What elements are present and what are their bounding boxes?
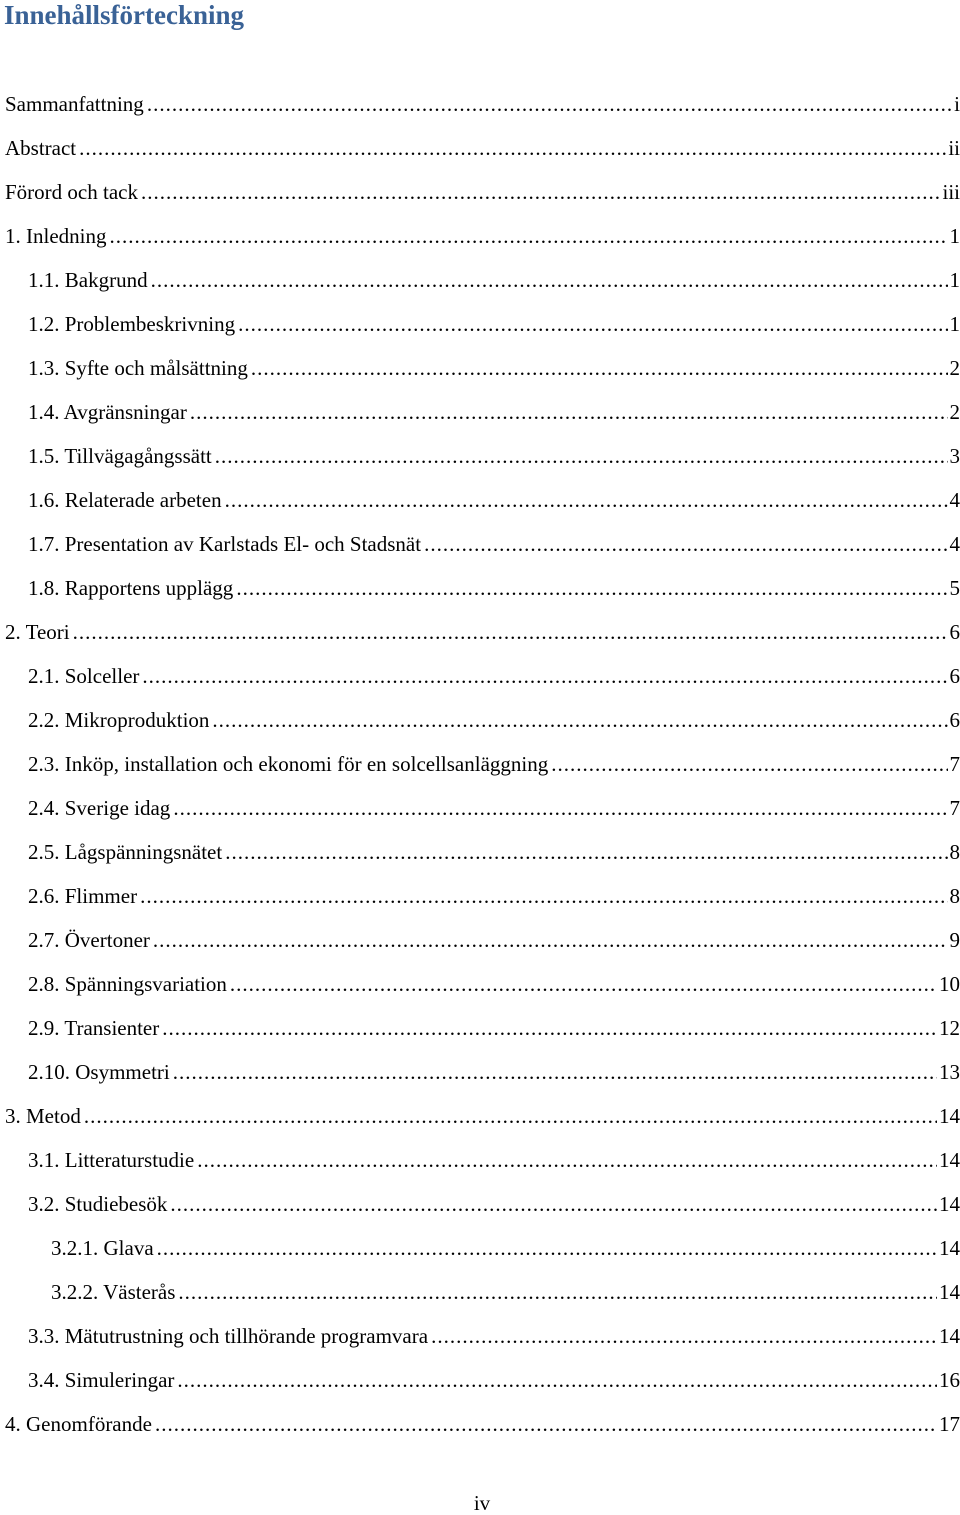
toc-entry-title: 3.4. Simuleringar (28, 1368, 175, 1392)
toc-entry-title: 2.8. Spänningsvariation (28, 972, 227, 996)
toc-entry-page: 9 (949, 928, 960, 952)
toc-entry[interactable] (0, 214, 960, 258)
toc-entry-title: 1.6. Relaterade arbeten (28, 488, 222, 512)
toc-entry[interactable] (0, 1050, 960, 1094)
toc-entry-page: 8 (949, 840, 960, 864)
table-of-contents (0, 82, 960, 1446)
toc-entry-title: 1.2. Problembeskrivning (28, 312, 236, 336)
toc-entry-title: 2.3. Inköp, installation och ekonomi för en solcellsanläggning (28, 752, 549, 776)
toc-entry-page: 6 (949, 620, 960, 644)
toc-entry-title: 3.1. Litteraturstudie (28, 1148, 195, 1172)
toc-dot-leader (190, 390, 948, 434)
toc-entry-title: 3.3. Mätutrustning och tillhörande programvara (28, 1324, 429, 1348)
toc-entry[interactable] (0, 302, 960, 346)
toc-entry-page: 4 (949, 488, 960, 512)
toc-dot-leader (177, 1358, 937, 1402)
toc-dot-leader (225, 478, 948, 522)
toc-entry-title: Abstract (5, 136, 77, 160)
toc-entry[interactable] (0, 1138, 960, 1182)
toc-entry-page: 7 (949, 796, 960, 820)
toc-entry-page: 12 (939, 1016, 960, 1040)
toc-entry-title: Förord och tack (5, 180, 138, 204)
toc-dot-leader (215, 434, 948, 478)
toc-entry-page: 13 (939, 1060, 960, 1084)
toc-entry-page: 6 (949, 664, 960, 688)
toc-dot-leader (251, 346, 948, 390)
toc-entry[interactable] (0, 786, 960, 830)
toc-entry[interactable] (0, 1094, 960, 1138)
toc-entry[interactable] (0, 918, 960, 962)
toc-dot-leader (173, 786, 947, 830)
toc-entry-page: 5 (949, 576, 960, 600)
toc-dot-leader (225, 830, 947, 874)
toc-dot-leader (162, 1006, 937, 1050)
toc-dot-leader (424, 522, 947, 566)
toc-entry-title: 1.3. Syfte och målsättning (28, 356, 248, 380)
toc-dot-leader (170, 1182, 937, 1226)
toc-entry[interactable] (0, 742, 960, 786)
toc-dot-leader (109, 214, 947, 258)
toc-entry-page: 1 (949, 224, 960, 248)
toc-dot-leader (142, 654, 947, 698)
toc-entry[interactable] (0, 258, 960, 302)
toc-dot-leader (238, 302, 947, 346)
toc-entry-page: 1 (949, 268, 960, 292)
toc-entry-page: 17 (939, 1412, 960, 1436)
toc-entry-page: 14 (939, 1148, 960, 1172)
toc-entry[interactable] (0, 962, 960, 1006)
toc-entry-page: 8 (949, 884, 960, 908)
toc-entry-title: 3. Metod (5, 1104, 81, 1128)
toc-entry-page: 14 (939, 1236, 960, 1260)
toc-entry-title: 2.1. Solceller (28, 664, 140, 688)
toc-entry[interactable] (0, 170, 960, 214)
toc-dot-leader (230, 962, 937, 1006)
toc-entry-page: 7 (949, 752, 960, 776)
toc-entry-page: 2 (949, 400, 960, 424)
toc-entry[interactable] (0, 1402, 960, 1446)
toc-entry-page: 6 (949, 708, 960, 732)
toc-entry-title: 3.2.1. Glava (51, 1236, 154, 1260)
toc-dot-leader (147, 82, 952, 126)
toc-entry-title: 1.1. Bakgrund (28, 268, 148, 292)
toc-entry[interactable] (0, 1226, 960, 1270)
toc-entry-title: 2.7. Övertoner (28, 928, 150, 952)
toc-dot-leader (173, 1050, 937, 1094)
toc-dot-leader (79, 126, 946, 170)
toc-dot-leader (84, 1094, 937, 1138)
toc-dot-leader (178, 1270, 937, 1314)
toc-dot-leader (431, 1314, 937, 1358)
toc-entry-title: 2.6. Flimmer (28, 884, 138, 908)
toc-entry-page: 16 (939, 1368, 960, 1392)
toc-dot-leader (73, 610, 948, 654)
toc-entry[interactable] (0, 698, 960, 742)
toc-entry-page: 4 (949, 532, 960, 556)
toc-dot-leader (551, 742, 947, 786)
toc-dot-leader (153, 918, 948, 962)
toc-entry-title: 2.2. Mikroproduktion (28, 708, 210, 732)
toc-dot-leader (155, 1402, 937, 1446)
toc-dot-leader (140, 874, 947, 918)
toc-entry[interactable] (0, 654, 960, 698)
toc-entry-title: 2.9. Transienter (28, 1016, 160, 1040)
toc-entry-title: 1. Inledning (5, 224, 107, 248)
toc-entry[interactable] (0, 346, 960, 390)
toc-dot-leader (212, 698, 947, 742)
toc-dot-leader (157, 1226, 937, 1270)
toc-dot-leader (236, 566, 947, 610)
toc-dot-leader (141, 170, 941, 214)
toc-entry-page: 3 (949, 444, 960, 468)
toc-entry-title: 2.10. Osymmetri (28, 1060, 170, 1084)
toc-entry-title: 1.8. Rapportens upplägg (28, 576, 234, 600)
toc-entry[interactable] (0, 1358, 960, 1402)
toc-entry[interactable] (0, 126, 960, 170)
toc-entry-title: 4. Genomförande (5, 1412, 152, 1436)
toc-entry-title: 2.4. Sverige idag (28, 796, 171, 820)
toc-entry-title: 1.4. Avgränsningar (28, 400, 187, 424)
toc-entry-page: i (954, 92, 960, 116)
toc-entry[interactable] (0, 1006, 960, 1050)
toc-entry-title: Sammanfattning (5, 92, 144, 116)
toc-entry-page: 14 (939, 1324, 960, 1348)
toc-entry[interactable] (0, 1270, 960, 1314)
toc-entry[interactable] (0, 566, 960, 610)
toc-entry-page: 1 (949, 312, 960, 336)
toc-entry-title: 3.2. Studiebesök (28, 1192, 168, 1216)
toc-entry-title: 2.5. Lågspänningsnätet (28, 840, 223, 864)
toc-entry[interactable] (0, 1182, 960, 1226)
toc-entry-title: 1.7. Presentation av Karlstads El- och Stadsnät (28, 532, 422, 556)
toc-entry-page: 14 (939, 1104, 960, 1128)
toc-entry-page: 14 (939, 1192, 960, 1216)
toc-entry[interactable] (0, 610, 960, 654)
toc-entry[interactable] (0, 478, 960, 522)
toc-entry-title: 1.5. Tillvägagångssätt (28, 444, 212, 468)
toc-entry[interactable] (0, 522, 960, 566)
toc-entry-page: 2 (949, 356, 960, 380)
toc-entry-title: 3.2.2. Västerås (51, 1280, 176, 1304)
toc-entry[interactable] (0, 390, 960, 434)
toc-entry[interactable] (0, 434, 960, 478)
toc-entry[interactable] (0, 82, 960, 126)
toc-entry[interactable] (0, 874, 960, 918)
page-number: iv (473, 1491, 491, 1515)
toc-dot-leader (197, 1138, 937, 1182)
toc-dot-leader (151, 258, 948, 302)
toc-entry-page: iii (942, 180, 960, 204)
toc-entry[interactable] (0, 1314, 960, 1358)
toc-entry-page: ii (948, 136, 960, 160)
toc-entry[interactable] (0, 830, 960, 874)
toc-title: Innehållsförteckning (4, 0, 245, 30)
toc-entry-page: 14 (939, 1280, 960, 1304)
toc-entry-page: 10 (939, 972, 960, 996)
toc-entry-title: 2. Teori (5, 620, 70, 644)
